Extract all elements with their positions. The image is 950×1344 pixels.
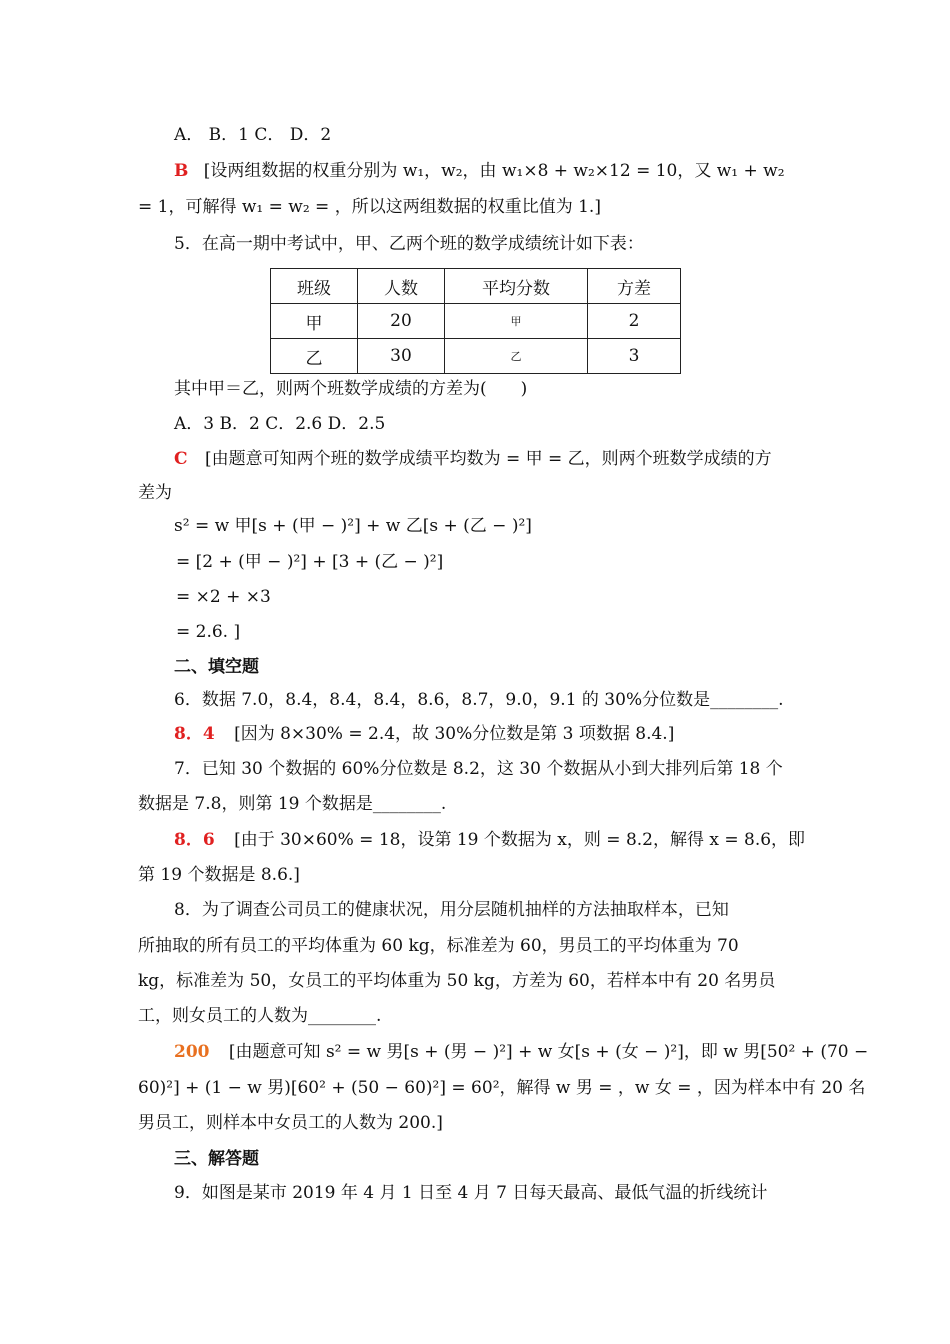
table-header-cell: 班级 <box>271 269 358 304</box>
q5-options: A．3 B．2 C．2.6 D．2.5 <box>174 414 386 434</box>
q8-stem-1: 8．为了调查公司员工的健康状况，用分层随机抽样的方法抽取样本，已知 <box>174 900 729 920</box>
q5-solution-text: [由题意可知两个班的数学成绩平均数为 = 甲 = 乙，则两个班数学成绩的方 <box>204 449 772 469</box>
q8-solution-text: [由题意可知 s² = w 男[s + (男 − )²] + w 女[s + (女 − )²]，即 w 男[50² + (70 − <box>228 1042 869 1062</box>
q8-solution-2: 60)²] + (1 − w 男)[60² + (50 − 60)²] = 60²，解得 w 男 = ，w 女 = ，因为样本中有 20 名 <box>138 1078 866 1098</box>
table-cell: 乙 <box>445 339 588 374</box>
table-header-cell: 方差 <box>588 269 681 304</box>
q5-equation-3: = ×2 + ×3 <box>176 587 271 607</box>
q5-solution-line-1 <box>174 448 772 470</box>
q7-solution-text: [由于 30×60% = 18，设第 19 个数据为 x，则 = 8.2，解得 x = 8.6，即 <box>234 830 806 850</box>
q6-stem: 6．数据 7.0，8.4，8.4，8.4，8.6，8.7，9.0，9.1 的 30%分位数是________. <box>174 690 784 710</box>
q8-stem-2: 所抽取的所有员工的平均体重为 60 kg，标准差为 60，男员工的平均体重为 70 <box>138 936 739 956</box>
table-cell: 乙 <box>271 339 358 374</box>
table-cell: 3 <box>588 339 681 374</box>
q7-stem-1: 7．已知 30 个数据的 60%分位数是 8.2，这 30 个数据从小到大排列后第 18 个 <box>174 759 783 779</box>
q4-solution-text: [设两组数据的权重分别为 w₁，w₂，由 w₁×8 + w₂×12 = 10，又 w₁ + w₂ <box>203 161 785 181</box>
table-header-row <box>271 269 681 304</box>
q7-answer: 8．6 <box>174 830 215 850</box>
table-cell: 甲 <box>445 304 588 339</box>
q6-solution-text: [因为 8×30% = 2.4，故 30%分位数是第 3 项数据 8.4.] <box>234 724 675 744</box>
table-cell: 甲 <box>271 304 358 339</box>
table-cell: 30 <box>358 339 445 374</box>
q7-stem-2: 数据是 7.8，则第 19 个数据是________. <box>138 794 447 814</box>
table-row <box>271 339 681 374</box>
table-cell: 2 <box>588 304 681 339</box>
q5-answer: C <box>174 449 188 469</box>
section-answer: 三、解答题 <box>174 1149 259 1169</box>
q5-equation-4: = 2.6. ] <box>176 622 241 642</box>
q9-stem-1: 9．如图是某市 2019 年 4 月 1 日至 4 月 7 日每天最高、最低气温的折线统计 <box>174 1183 768 1203</box>
q4-solution-line-1 <box>174 160 785 182</box>
q8-solution-3: 男员工，则样本中女员工的人数为 200.] <box>138 1113 443 1133</box>
q4-solution-line-2: = 1，可解得 w₁ = w₂ = ，所以这两组数据的权重比值为 1.] <box>138 197 601 217</box>
q6-solution <box>174 723 674 745</box>
score-table <box>270 268 681 374</box>
q5-stem: 5．在高一期中考试中，甲、乙两个班的数学成绩统计如下表： <box>174 234 644 254</box>
table-header-cell: 平均分数 <box>445 269 588 304</box>
q8-answer: 200 <box>174 1042 210 1062</box>
q8-solution-1 <box>174 1041 868 1063</box>
q8-stem-3: kg，标准差为 50，女员工的平均体重为 50 kg，方差为 60，若样本中有 20 名男员 <box>138 971 776 991</box>
q7-solution-1 <box>174 829 805 851</box>
q5-equation-2: = [2 + (甲 − )²] + [3 + (乙 − )²] <box>176 552 444 572</box>
q8-stem-4: 工，则女员工的人数为________. <box>138 1006 382 1026</box>
table-header-cell: 人数 <box>358 269 445 304</box>
q5-equation-1: s² = w 甲[s + (甲 − )²] + w 乙[s + (乙 − )²] <box>174 516 532 536</box>
q6-answer: 8．4 <box>174 724 215 744</box>
q4-options: A． B．1 C． D．2 <box>174 125 332 145</box>
q5-solution-line-2: 差为 <box>138 483 172 503</box>
q7-solution-2: 第 19 个数据是 8.6.] <box>138 865 300 885</box>
q4-answer: B <box>174 161 189 181</box>
section-fill-in: 二、填空题 <box>174 657 259 677</box>
q5-condition: 其中甲＝乙，则两个班数学成绩的方差为( ) <box>174 379 528 399</box>
table-row <box>271 304 681 339</box>
table-cell: 20 <box>358 304 445 339</box>
